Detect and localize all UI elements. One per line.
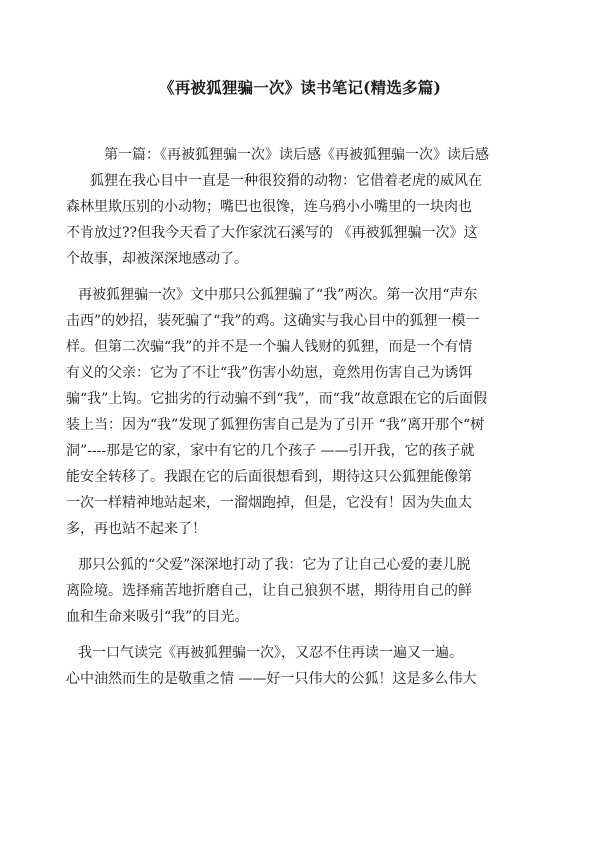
paragraph-line: 装上当：因为“我”发现了狐狸伤害自己是为了引开 “我”离开那个“树 [66, 417, 485, 433]
paragraph-line: 不肯放过??但我今天看了大作家沈石溪写的 《再被狐狸骗一次》这 [66, 225, 478, 241]
heading-line: 第一篇：《再被狐狸骗一次》读后感《再被狐狸骗一次》读后感 [104, 147, 489, 163]
paragraph-line: 我一口气读完《再被狐狸骗一次》，又忍不住再读一遍又一遍。 [78, 645, 463, 661]
paragraph-line: 那只公狐的“父爱”深深地打动了我：它为了让自己心爱的妻儿脱 [78, 557, 471, 573]
paragraph-line: 森林里欺压别的小动物；嘴巴也很馋，连乌鸦小小嘴里的一块肉也 [66, 199, 472, 215]
paragraph-line: 能安全转移了。我跟在它的后面很想看到，期待这只公狐狸能像第 [66, 469, 472, 485]
paragraph-4 [66, 640, 510, 692]
paragraph-line: 再被狐狸骗一次》文中那只公狐狸骗了“我”两次。第一次用“声东 [78, 287, 478, 303]
document-body [66, 142, 510, 692]
paragraph-line: 个故事，却被深深地感动了。 [66, 251, 248, 267]
paragraph-line: 骗“我”上钩。它拙劣的行动骗不到“我”，而“我”故意跟在它的后面假 [66, 391, 487, 407]
paragraph-3 [66, 552, 510, 630]
paragraph-1 [66, 168, 510, 272]
paragraph-line: 有义的父亲：它为了不让“我”伤害小幼崽，竟然用伤害自己为诱饵 [66, 365, 473, 381]
paragraph-line: 多，再也站不起来了！ [66, 521, 206, 537]
paragraph-line: 心中油然而生的是敬重之情 ——好一只伟大的公狐！这是多么伟大 [66, 671, 477, 687]
paragraph-line: 狐狸在我心目中一直是一种很狡猾的动物：它借着老虎的威风在 [90, 173, 482, 189]
paragraph-line: 洞”----那是它的家，家中有它的几个孩子 ——引开我，它的孩子就 [66, 443, 475, 459]
paragraph-line: 一次一样精神地站起来，一溜烟跑掉，但是，它没有！因为失血太 [66, 495, 472, 511]
document-title: 《再被狐狸骗一次》读书笔记(精选多篇) [159, 78, 441, 97]
paragraph-line: 离险境。选择痛苦地折磨自己，让自己狼狈不堪，期待用自己的鲜 [66, 583, 472, 599]
paragraph-line: 血和生命来吸引“我”的目光。 [66, 609, 249, 625]
paragraph-line: 样。但第二次骗“我”的并不是一个骗人钱财的狐狸，而是一个有情 [66, 339, 473, 355]
paragraph-line: 击西”的妙招，装死骗了“我”的鸡。这确实与我心目中的狐狸一模一 [66, 313, 480, 329]
paragraph-2 [66, 282, 510, 542]
